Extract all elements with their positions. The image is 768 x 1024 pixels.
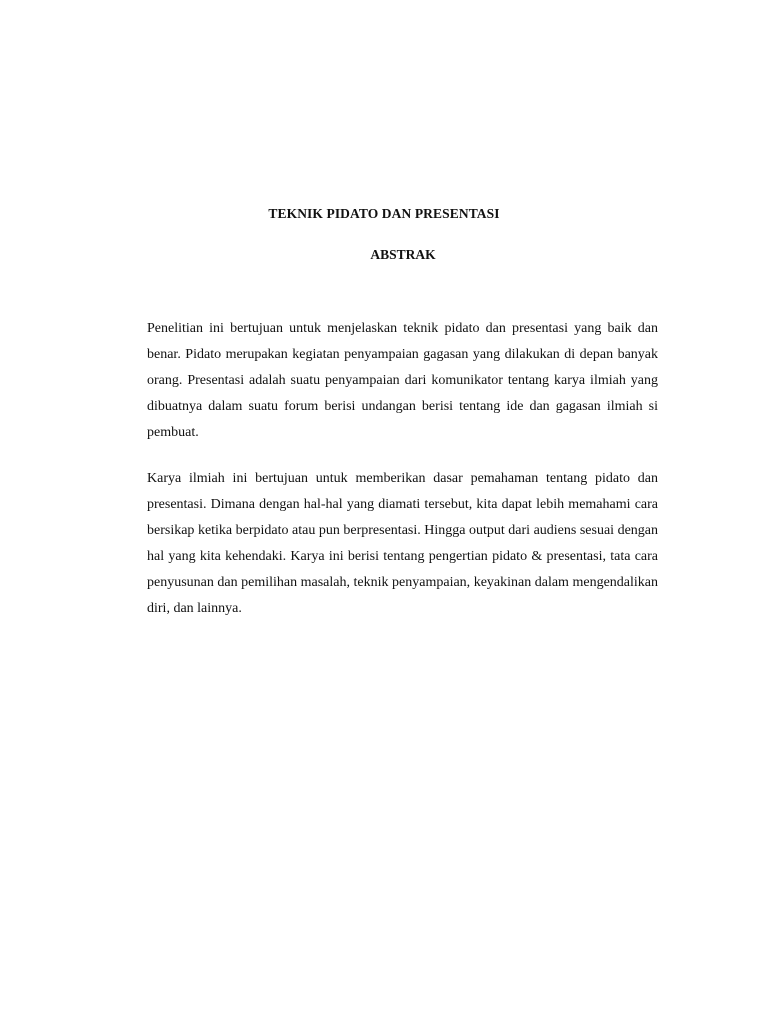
abstract-heading: ABSTRAK [370, 247, 436, 262]
document-title: TEKNIK PIDATO DAN PRESENTASI [268, 206, 500, 221]
abstract-paragraph-1: Penelitian ini bertujuan untuk menjelaskan teknik pidato dan presentasi yang baik dan benar. Pidato merupakan kegiatan penyampaian gagasan yang dilakukan di depan banyak orang. Presentasi adalah suatu penyampaian dari komunikator tentang karya ilmiah yang dibuatnya dalam suatu forum berisi undangan berisi tentang ide dan gagasan ilmiah si pembuat. [147, 321, 658, 440]
abstract-paragraph-2: Karya ilmiah ini bertujuan untuk memberikan dasar pemahaman tentang pidato dan presentasi. Dimana dengan hal-hal yang diamati tersebut, kita dapat lebih memahami cara bersikap ketika berpidato atau pun berpresentasi. Hingga output dari audiens sesuai dengan hal yang kita kehendaki. Karya ini berisi tentang pengertian pidato & presentasi, tata cara penyusunan dan pemilihan masalah, teknik penyampaian, keyakinan dalam mengendalikan diri, dan lainnya. [147, 471, 658, 616]
